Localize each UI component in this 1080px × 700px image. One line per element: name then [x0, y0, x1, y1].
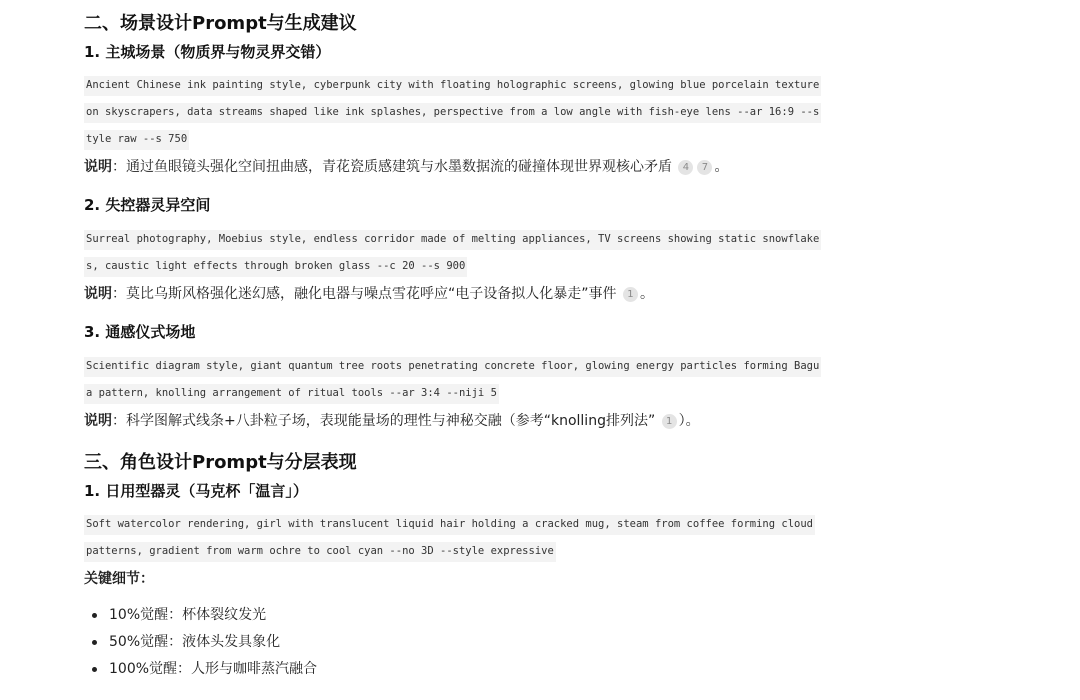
- list-item: 10%觉醒：杯体裂纹发光: [84, 604, 317, 631]
- code-line[interactable]: Soft watercolor rendering, girl with translucent liquid hair holding a cracked mug, steam from coffee forming cloud: [84, 518, 815, 530]
- subsection-heading: 2. 失控器灵异空间: [84, 196, 211, 214]
- subsection-heading: 1. 日用型器灵（马克杯「温言」）: [84, 482, 308, 500]
- section-title: 三、角色设计Prompt与分层表现: [84, 452, 357, 473]
- note-paragraph: [84, 410, 700, 430]
- note-text: ：莫比乌斯风格强化迷幻感，融化电器与噪点雪花呼应“电子设备拟人化暴走”事件: [112, 286, 617, 302]
- subsection-heading: 1. 主城场景（物质界与物灵界交错）: [84, 43, 331, 61]
- note-paragraph: [84, 156, 728, 176]
- note-label: 说明: [84, 286, 112, 302]
- note-end: 。: [714, 159, 729, 175]
- code-line[interactable]: Ancient Chinese ink painting style, cyberpunk city with floating holographic screens, glowing blue porcelain texture: [84, 79, 821, 91]
- code-line[interactable]: a pattern, knolling arrangement of ritual tools --ar 3:4 --niji 5: [84, 387, 499, 399]
- list-item: 50%觉醒：液体头发具象化: [84, 631, 317, 658]
- note-label: 说明: [84, 413, 112, 429]
- note-label: 说明: [84, 159, 112, 175]
- note-end: ）。: [678, 413, 700, 429]
- code-line[interactable]: tyle raw --s 750: [84, 133, 189, 145]
- subsection-heading: 3. 通感仪式场地: [84, 323, 196, 341]
- code-line[interactable]: Scientific diagram style, giant quantum tree roots penetrating concrete floor, glowing energy particles forming Bagu: [84, 360, 821, 372]
- citation-badge[interactable]: 1: [623, 287, 638, 302]
- details-label: 关键细节：: [84, 571, 154, 587]
- citation-badge[interactable]: 4: [678, 160, 693, 175]
- code-line[interactable]: patterns, gradient from warm ochre to cool cyan --no 3D --style expressive: [84, 545, 556, 557]
- note-text: ：科学图解式线条+八卦粒子场，表现能量场的理性与神秘交融（参考“knolling排列法”: [112, 413, 656, 429]
- details-list: [84, 604, 317, 685]
- bullet-icon: [92, 667, 97, 672]
- list-item: 100%觉醒：人形与咖啡蒸汽融合: [84, 658, 317, 685]
- bullet-icon: [92, 613, 97, 618]
- note-end: 。: [639, 286, 654, 302]
- citation-badge[interactable]: 7: [697, 160, 712, 175]
- note-text: ：通过鱼眼镜头强化空间扭曲感，青花瓷质感建筑与水墨数据流的碰撞体现世界观核心矛盾: [112, 159, 672, 175]
- code-line[interactable]: s, caustic light effects through broken glass --c 20 --s 900: [84, 260, 467, 272]
- bullet-icon: [92, 640, 97, 645]
- citation-badge[interactable]: 1: [662, 414, 677, 429]
- code-line[interactable]: Surreal photography, Moebius style, endless corridor made of melting appliances, TV screens showing static snowflake: [84, 233, 821, 245]
- code-line[interactable]: on skyscrapers, data streams shaped like ink splashes, perspective from a low angle with fish-eye lens --ar 16:9 --s: [84, 106, 821, 118]
- section-title: 二、场景设计Prompt与生成建议: [84, 13, 357, 34]
- note-paragraph: [84, 283, 654, 303]
